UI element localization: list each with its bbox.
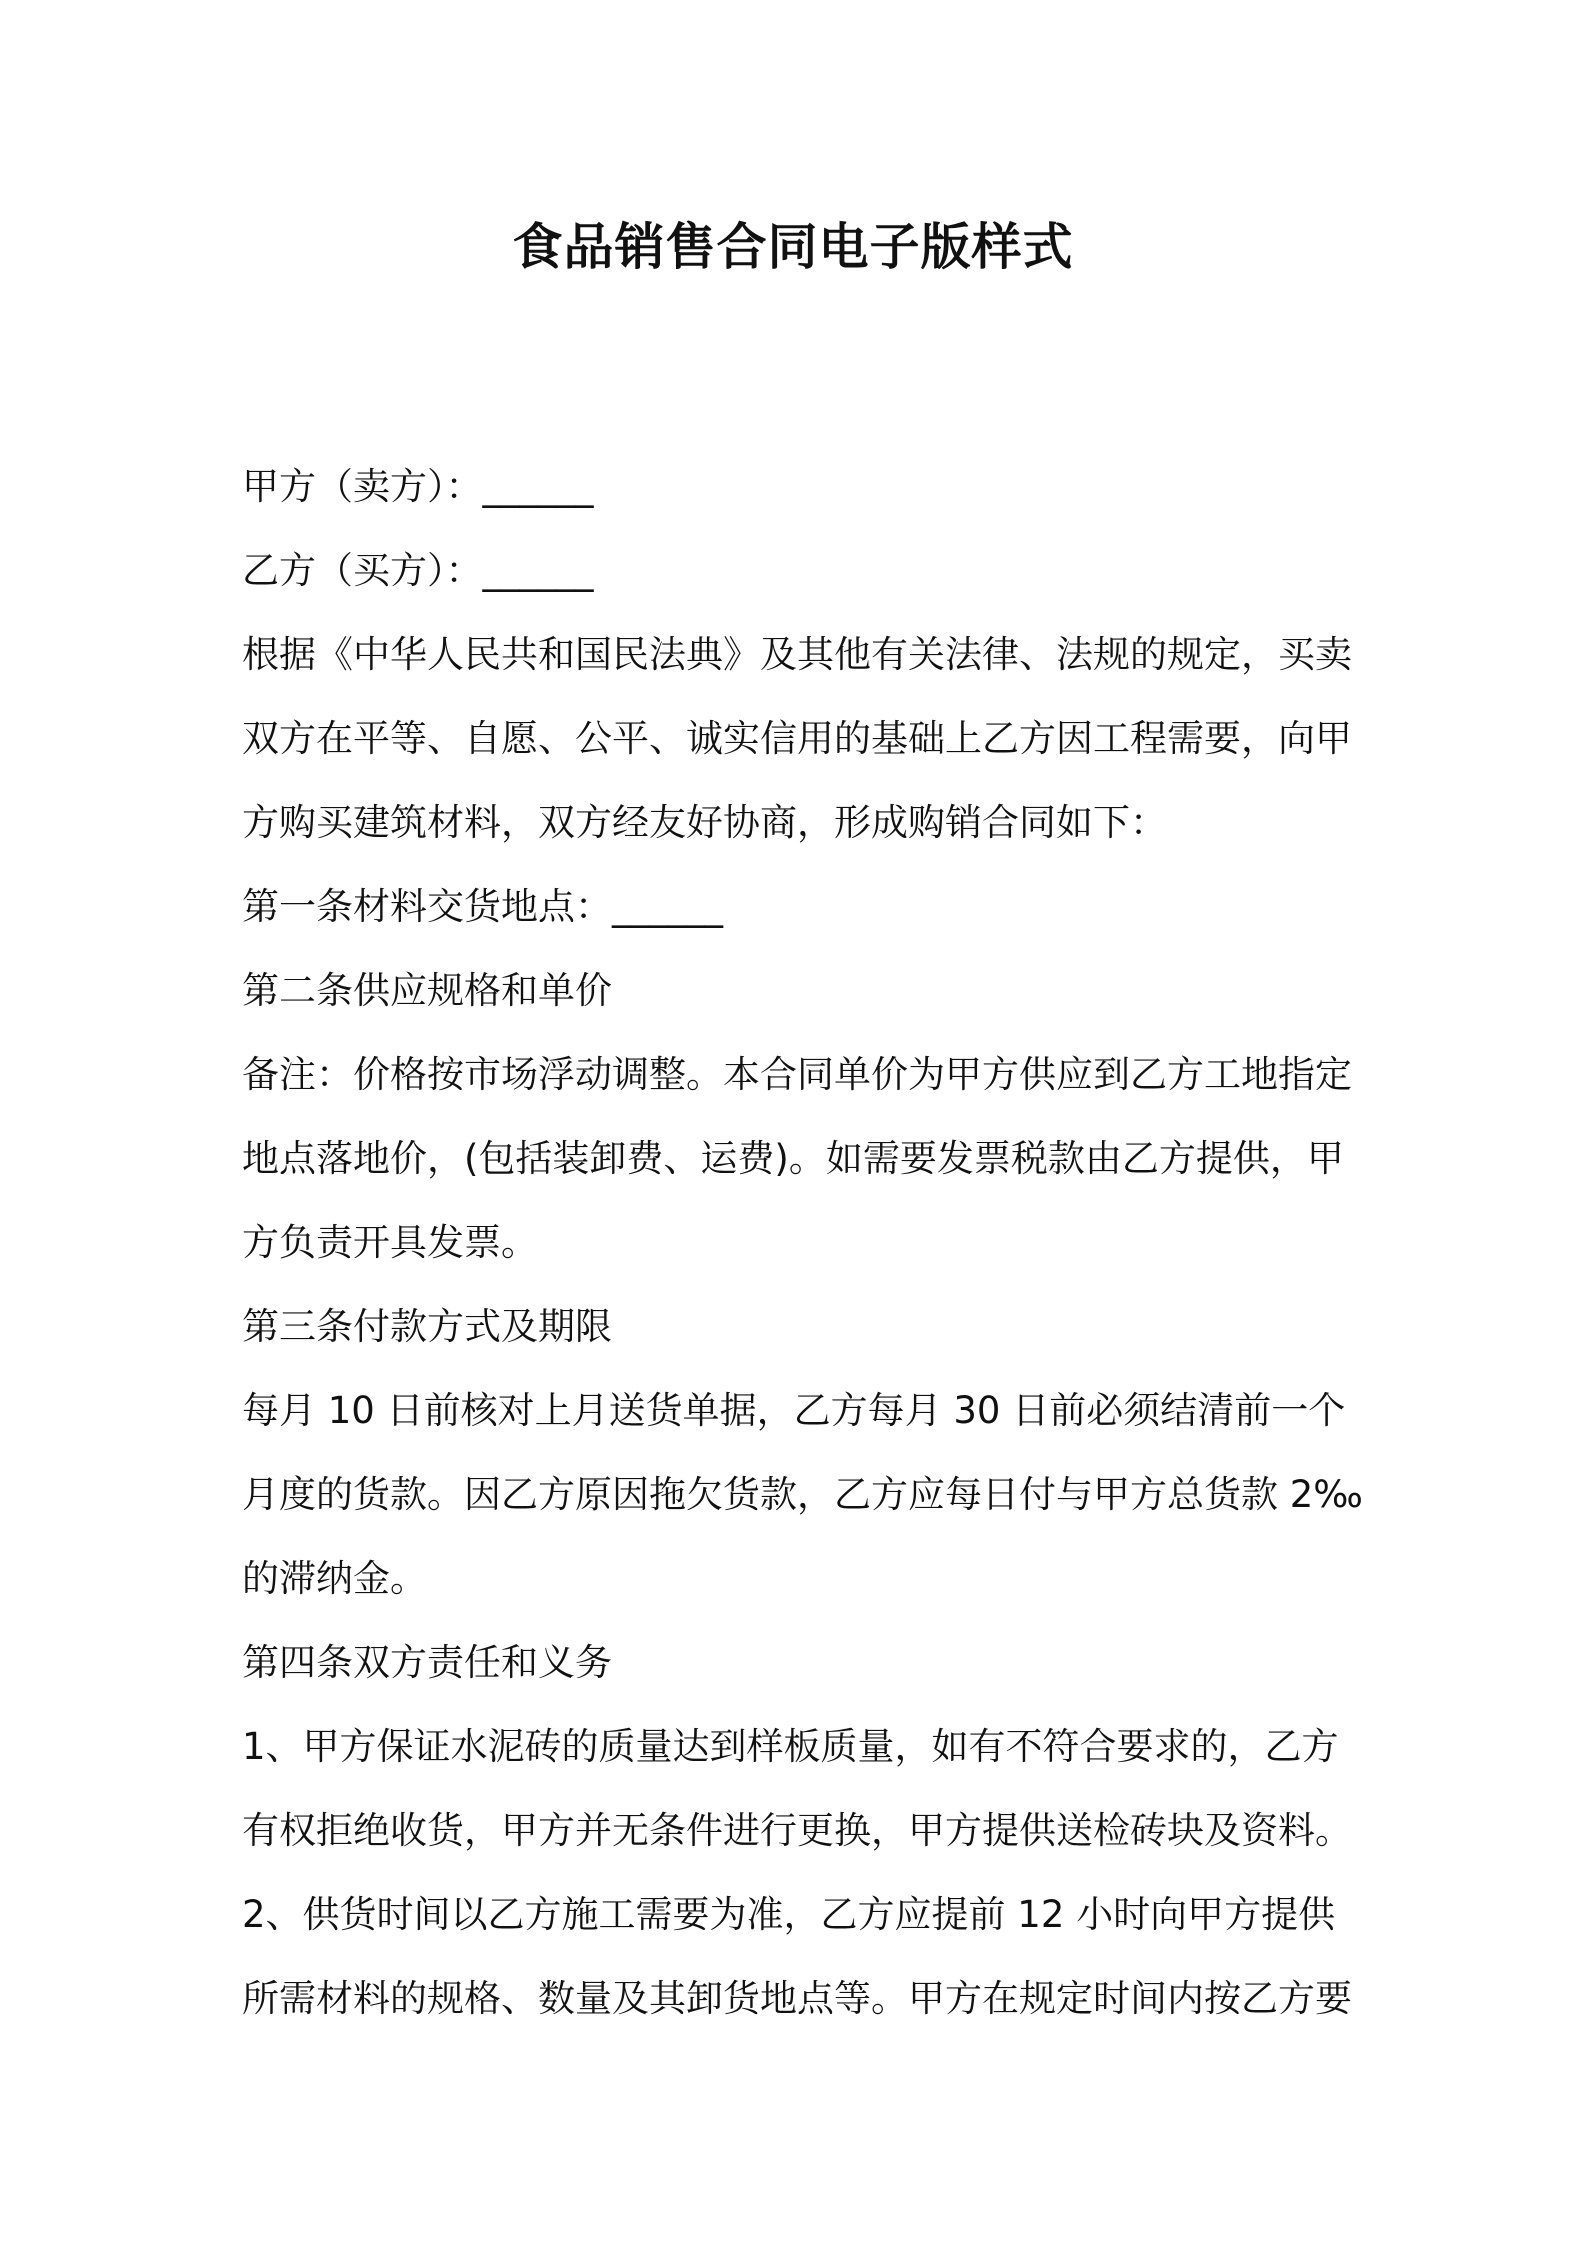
preamble-line-3: 方购买建筑材料，双方经友好协商，形成购销合同如下： xyxy=(242,801,1167,844)
article-3-line-2: 月度的货款。因乙方原因拖欠货款，乙方应每日付与甲方总货款 2‰ xyxy=(242,1473,1363,1516)
preamble-line-2: 双方在平等、自愿、公平、诚实信用的基础上乙方因工程需要，向甲 xyxy=(242,717,1352,760)
article-2-note-line-1: 备注：价格按市场浮动调整。本合同单价为甲方供应到乙方工地指定 xyxy=(242,1053,1352,1096)
article-3-line-3: 的滞纳金。 xyxy=(242,1557,427,1600)
article-2-heading: 第二条供应规格和单价 xyxy=(242,969,612,1012)
article-4-item-2-line-1: 2、供货时间以乙方施工需要为准，乙方应提前 12 小时向甲方提供 xyxy=(242,1893,1336,1936)
article-2-note-line-2: 地点落地价，(包括装卸费、运费)。如需要发票税款由乙方提供，甲 xyxy=(242,1137,1344,1180)
document-body xyxy=(242,445,1362,2041)
party-b-line: 乙方（买方）：______ xyxy=(242,549,594,592)
document-title: 食品销售合同电子版样式 xyxy=(512,218,1074,276)
article-4-item-1-line-1: 1、甲方保证水泥砖的质量达到样板质量，如有不符合要求的，乙方 xyxy=(242,1725,1339,1768)
preamble-line-1: 根据《中华人民共和国民法典》及其他有关法律、法规的规定，买卖 xyxy=(242,633,1352,676)
article-3-heading: 第三条付款方式及期限 xyxy=(242,1305,612,1348)
article-4-item-2-line-2: 所需材料的规格、数量及其卸货地点等。甲方在规定时间内按乙方要 xyxy=(242,1977,1352,2020)
party-a-line: 甲方（卖方）：______ xyxy=(242,465,594,508)
article-2-note-line-3: 方负责开具发票。 xyxy=(242,1221,538,1264)
article-4-heading: 第四条双方责任和义务 xyxy=(242,1641,612,1684)
article-3-line-1: 每月 10 日前核对上月送货单据，乙方每月 30 日前必须结清前一个 xyxy=(242,1389,1346,1432)
article-4-item-1-line-2: 有权拒绝收货，甲方并无条件进行更换，甲方提供送检砖块及资料。 xyxy=(242,1809,1352,1852)
article-1-heading: 第一条材料交货地点：______ xyxy=(242,885,723,928)
